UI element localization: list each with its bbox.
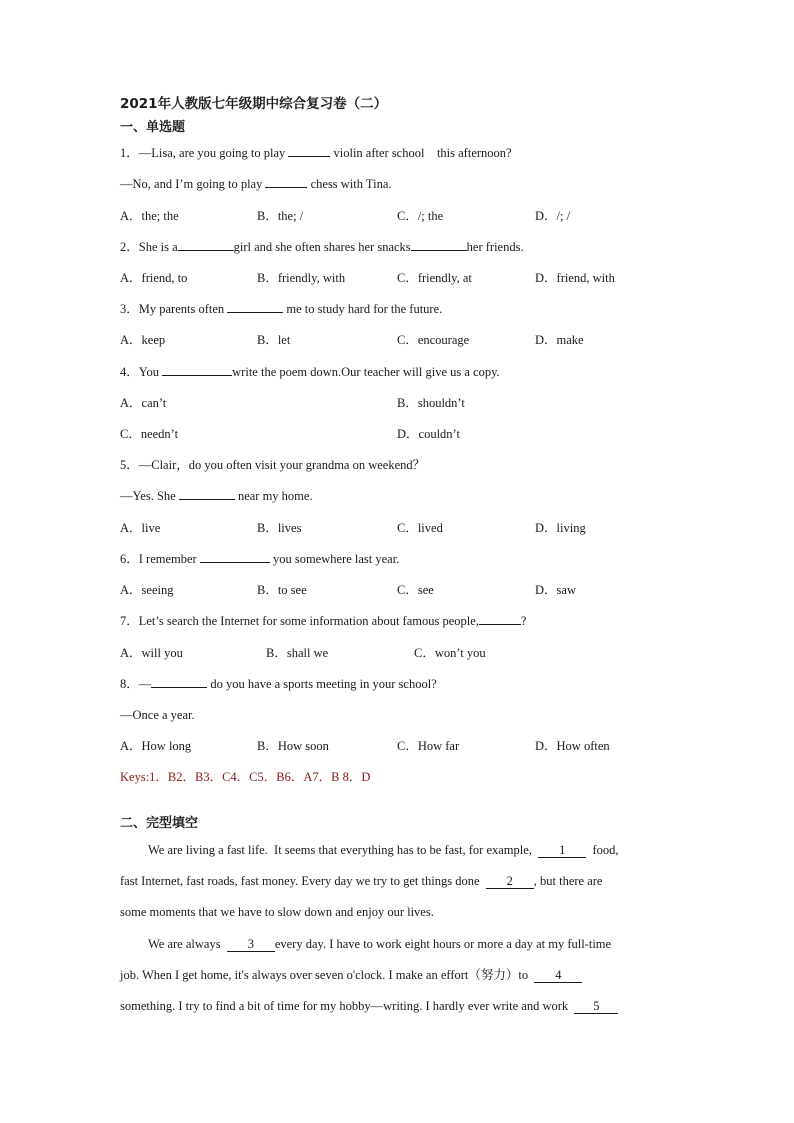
option-b: B．friendly, with: [257, 271, 346, 285]
question-6: [120, 551, 399, 567]
passage-text: food,: [586, 843, 619, 857]
cloze-paragraph-1-line-2: [120, 873, 602, 889]
option-b: B．to see: [257, 583, 307, 597]
section-heading-cloze: 二、完型填空: [120, 816, 199, 831]
question-text: chess with Tina.: [307, 177, 392, 191]
question-text: ?: [520, 614, 527, 628]
question-7: [120, 613, 526, 629]
option-d: D．make: [535, 333, 584, 347]
question-text: 7．Let’s search the Internet for some information about famous people,: [120, 614, 479, 628]
option-c: C．/; the: [397, 209, 444, 223]
option-a: A．friend, to: [120, 271, 188, 285]
section-heading-single-choice: 一、单选题: [120, 120, 186, 135]
option-c: C．see: [397, 583, 434, 597]
option-a: A．can’t: [120, 396, 167, 410]
question-5-line-1: 5．—Clair，do you often visit your grandma on weekend？: [120, 458, 426, 472]
question-text: write the poem down.Our teacher will give us a copy.: [232, 365, 500, 379]
cloze-paragraph-1-line-1: [148, 842, 618, 858]
option-b: B．shouldn’t: [397, 396, 465, 410]
option-a: A．the; the: [120, 209, 179, 223]
question-text: me to study hard for the future.: [283, 302, 443, 316]
option-d: D．living: [535, 521, 586, 535]
option-a: A．live: [120, 521, 161, 535]
option-d: D．/; /: [535, 209, 571, 223]
question-text: you somewhere last year.: [269, 552, 400, 566]
answer-blank: [151, 687, 207, 688]
passage-text: , but there are: [533, 874, 603, 888]
page-title: 2021年人教版七年级期中综合复习卷（二）: [120, 96, 388, 112]
cloze-paragraph-2-line-2: [120, 967, 582, 983]
passage-text: every day. I have to work eight hours or more a day at my full-time: [274, 937, 612, 951]
passage-text: We are living a fast life. It seems that everything has to be fast, for example,: [148, 843, 539, 857]
question-text: —No, and I’m going to play: [120, 177, 266, 191]
answer-blank: [178, 250, 234, 251]
question-text: 1．—Lisa, are you going to play: [120, 146, 289, 160]
question-text: near my home.: [234, 489, 313, 503]
question-1-line-1: [120, 145, 512, 161]
option-d: D．How often: [535, 739, 610, 753]
question-text: violin after school this afternoon?: [330, 146, 512, 160]
passage-text: job. When I get home, it's always over seven o'clock. I make an effort（努力）to: [120, 968, 535, 982]
answer-blank: [200, 562, 270, 563]
option-c: C．lived: [397, 521, 443, 535]
answer-blank: [265, 187, 307, 188]
question-text: 6．I remember: [120, 552, 200, 566]
option-c: C．friendly, at: [397, 271, 472, 285]
option-d: D．saw: [535, 583, 576, 597]
option-c: C．won’t you: [414, 646, 486, 660]
option-c: C．encourage: [397, 333, 470, 347]
question-3: [120, 301, 442, 317]
cloze-blank-3: 3: [227, 937, 275, 952]
question-1-line-2: [120, 176, 392, 192]
question-text: —Yes. She: [120, 489, 179, 503]
answer-blank: [179, 499, 235, 500]
option-a: A．How long: [120, 739, 192, 753]
answer-blank: [227, 312, 283, 313]
question-2: [120, 239, 524, 255]
option-d: D．friend, with: [535, 271, 615, 285]
question-8-line-1: [120, 676, 437, 692]
answer-keys: Keys:1．B2．B3．C4．C5．B6．A7．B 8．D: [120, 770, 371, 784]
option-b: B．How soon: [257, 739, 329, 753]
passage-text: fast Internet, fast roads, fast money. Every day we try to get things done: [120, 874, 486, 888]
question-text: 2．She is a: [120, 240, 178, 254]
question-8-line-2: —Once a year.: [120, 708, 195, 722]
option-a: A．will you: [120, 646, 183, 660]
question-text: 3．My parents often: [120, 302, 228, 316]
cloze-paragraph-2-line-3: [120, 998, 618, 1014]
option-b: B．shall we: [266, 646, 329, 660]
passage-text: We are always: [148, 937, 227, 951]
option-b: B．the; /: [257, 209, 304, 223]
answer-blank: [411, 250, 467, 251]
option-d: D．couldn’t: [397, 427, 460, 441]
question-5-line-2: [120, 488, 313, 504]
option-a: A．keep: [120, 333, 166, 347]
cloze-blank-2: 2: [486, 874, 534, 889]
answer-blank: [479, 624, 521, 625]
question-4: [120, 364, 500, 380]
cloze-blank-1: 1: [538, 843, 586, 858]
cloze-paragraph-1-line-3: some moments that we have to slow down and enjoy our lives.: [120, 905, 434, 919]
question-text: do you have a sports meeting in your school?: [207, 677, 437, 691]
option-c: C．How far: [397, 739, 460, 753]
question-text: 8．—: [120, 677, 152, 691]
option-a: A．seeing: [120, 583, 174, 597]
question-text: 4．You: [120, 365, 163, 379]
option-b: B．let: [257, 333, 291, 347]
passage-text: something. I try to find a bit of time for my hobby—writing. I hardly ever write and work: [120, 999, 575, 1013]
option-c: C．needn’t: [120, 427, 179, 441]
answer-blank: [288, 156, 330, 157]
question-text: her friends.: [466, 240, 524, 254]
option-b: B．lives: [257, 521, 302, 535]
answer-blank: [162, 375, 232, 376]
question-text: girl and she often shares her snacks: [233, 240, 411, 254]
cloze-blank-5: 5: [574, 999, 618, 1014]
cloze-blank-4: 4: [534, 968, 582, 983]
cloze-paragraph-2-line-1: [148, 936, 611, 952]
